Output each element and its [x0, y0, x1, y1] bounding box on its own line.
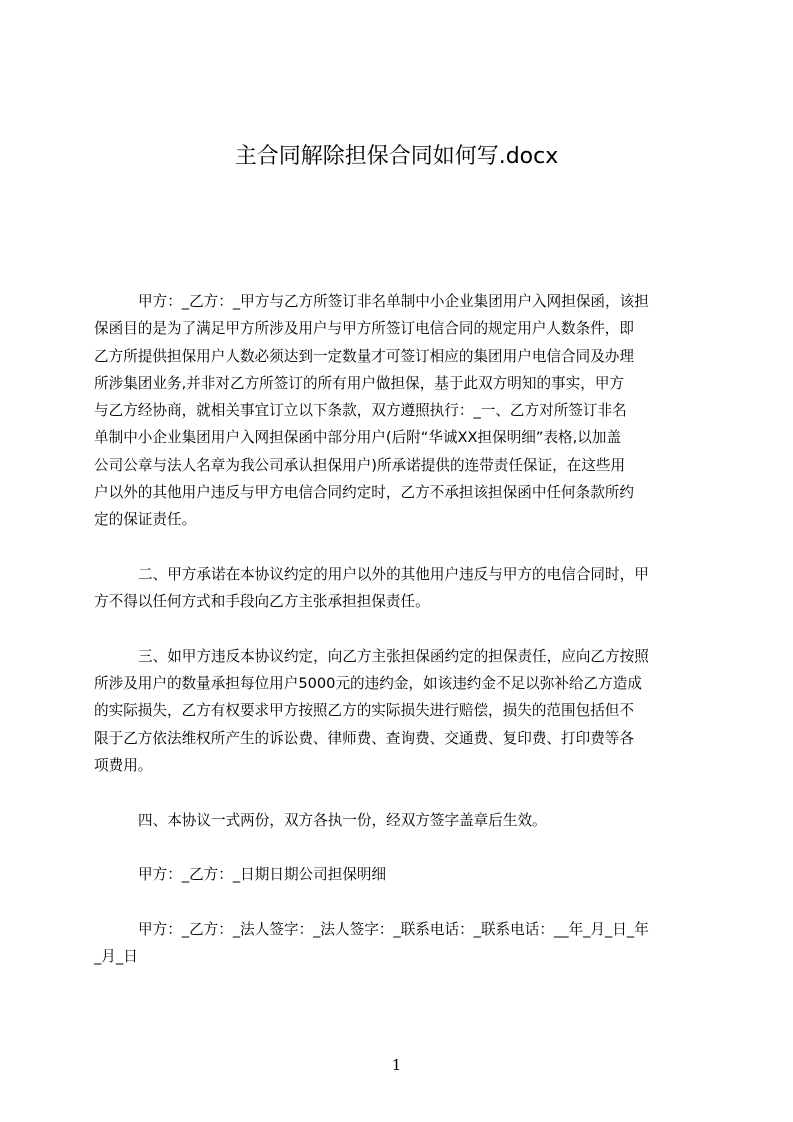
text-line: 单制中小企业集团用户入网担保函中部分用户(后附“华诚XX担保明细”表格,以加盖	[94, 429, 622, 447]
paragraph-signature-block	[94, 916, 700, 971]
document-title: 主合同解除担保合同如何写.docx	[234, 144, 559, 169]
text-line: 限于乙方依法维权所产生的诉讼费、律师费、查询费、交通费、复印费、打印费等各	[94, 729, 634, 747]
text-line: 所涉集团业务,并非对乙方所签订的所有用户做担保，基于此双方明知的事实，甲方	[94, 374, 625, 392]
text-line: 所涉及用户的数量承担每位用户5000元的违约金，如该违约金不足以弥补给乙方造成	[94, 675, 642, 693]
page-number: 1	[391, 1056, 402, 1074]
text-line: 户以外的其他用户违反与甲方电信合同约定时，乙方不承担该担保函中任何条款所约	[94, 484, 634, 502]
paragraph-clause-2	[94, 561, 700, 616]
paragraph-preamble	[94, 288, 700, 534]
text-line: 与乙方经协商，就相关事宜订立以下条款，双方遵照执行：_一、乙方对所签订非名	[94, 402, 627, 420]
paragraph-spacer	[94, 834, 700, 861]
text-line: 甲方：_乙方：_日期日期公司担保明细	[138, 866, 387, 884]
paragraph-signature-dates	[94, 861, 700, 888]
text-line: 甲方：_乙方：_法人签字：_法人签字：_联系电话：_联系电话：__年_月_日_年	[138, 920, 649, 938]
text-line: 保函目的是为了满足甲方所涉及用户与甲方所签订电信合同的规定用户人数条件，即	[94, 320, 634, 338]
paragraph-spacer	[94, 616, 700, 643]
text-line: 乙方所提供担保用户人数必须达到一定数量才可签订相应的集团用户电信合同及办理	[94, 347, 634, 365]
text-line: 的实际损失，乙方有权要求甲方按照乙方的实际损失进行赔偿，损失的范围包括但不	[94, 702, 634, 720]
text-line: 公司公章与法人名章为我公司承认担保用户)所承诺提供的连带责任保证，在这些用	[94, 456, 626, 474]
paragraph-clause-3	[94, 643, 700, 779]
text-line: 项费用。	[94, 757, 153, 775]
text-line: 定的保证责任。	[94, 511, 197, 529]
text-line: 甲方：_乙方：_甲方与乙方所签订非名单制中小企业集团用户入网担保函，该担	[138, 293, 649, 310]
text-line: 四、本协议一式两份，双方各执一份，经双方签字盖章后生效。	[138, 811, 547, 829]
text-line: 三、如甲方违反本协议约定，向乙方主张担保函约定的担保责任，应向乙方按照	[138, 647, 649, 665]
text-line: _月_日	[94, 948, 138, 966]
paragraph-clause-4	[94, 807, 700, 834]
paragraph-spacer	[94, 889, 700, 916]
paragraph-spacer	[94, 779, 700, 806]
text-line: 方不得以任何方式和手段向乙方主张承担担保责任。	[94, 593, 430, 611]
paragraph-spacer	[94, 534, 700, 561]
document-body	[94, 288, 700, 970]
text-line: 二、甲方承诺在本协议约定的用户以外的其他用户违反与甲方的电信合同时，甲	[138, 565, 649, 583]
